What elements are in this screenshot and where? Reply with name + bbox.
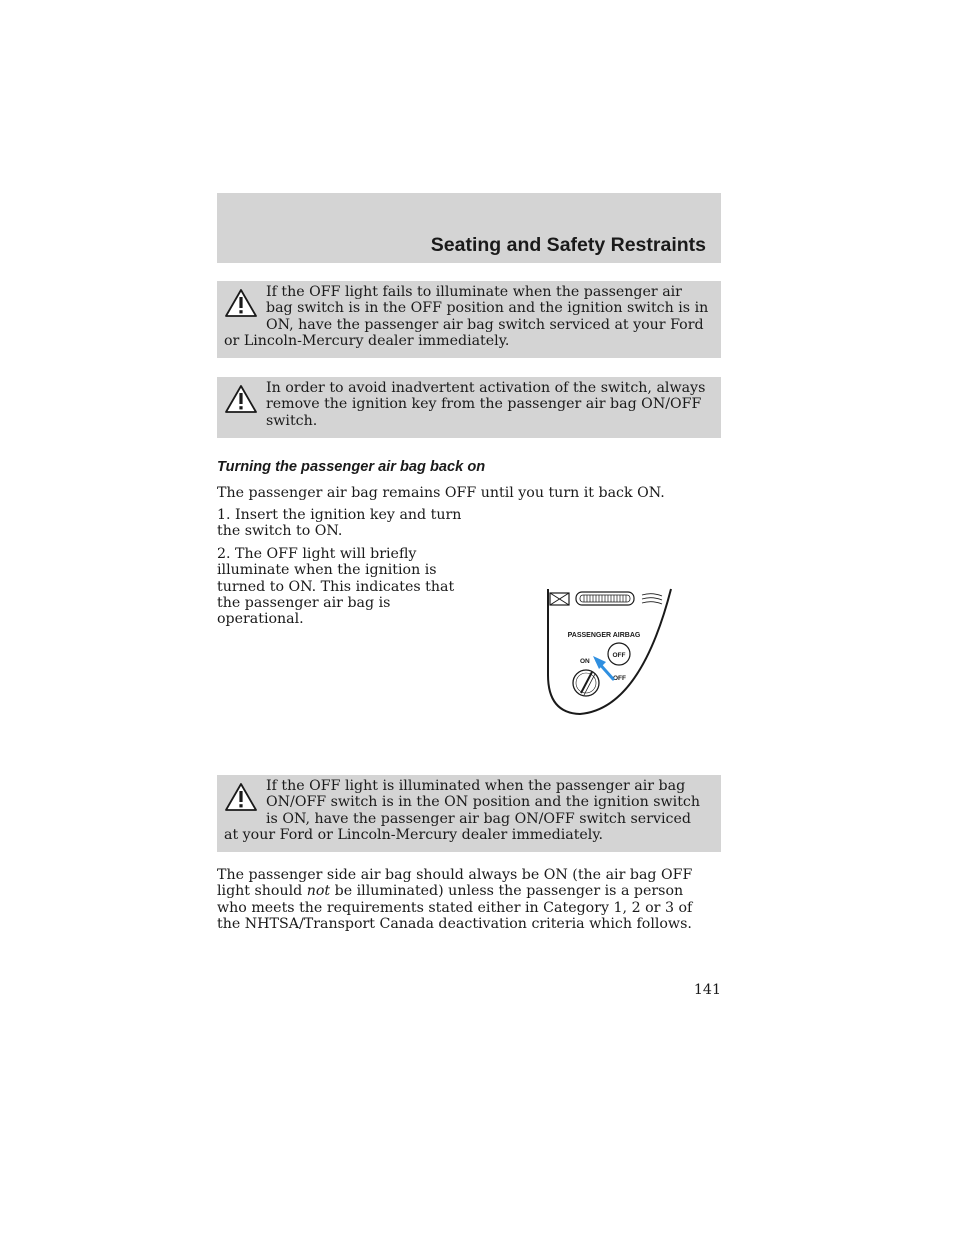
warning-text: In order to avoid inadvertent activation of the switch, always remove the ignition key from the passenger air bag ON/OFF switch. xyxy=(266,380,706,429)
warning-triangle-icon xyxy=(224,782,258,812)
page-number: 141 xyxy=(693,982,721,998)
warning-box-3 xyxy=(217,775,721,852)
closing-emphasis: not xyxy=(306,883,331,900)
step-2: 2. The OFF light will briefly illuminate when the ignition is turned to ON. This indicates that the passenger air bag is operational. xyxy=(217,546,455,628)
on-position-label: ON xyxy=(580,658,590,665)
warning-text: If the OFF light fails to illuminate when the passenger air bag switch is in the OFF position and the ignition switch is in ON, have the passenger air bag switch serviced at your Ford or Lincoln-Mercury dealer immediately. xyxy=(224,284,709,349)
warning-box-1 xyxy=(217,281,721,358)
passenger-airbag-label: PASSENGER AIRBAG xyxy=(567,632,641,639)
subsection-heading: Turning the passenger air bag back on xyxy=(217,459,486,475)
closing-text-part-2: be illuminated) unless the passenger is a person who meets the requirements stated either in Category 1, 2 or 3 of the NHTSA/Transport Canada deactivation criteria which follows. xyxy=(217,883,693,932)
thumbwheel-icon xyxy=(576,592,634,605)
warning-triangle-icon xyxy=(224,384,258,414)
page-title: Seating and Safety Restraints xyxy=(430,234,706,256)
fan-icon xyxy=(642,594,662,604)
off-position-label: OFF xyxy=(613,675,626,682)
step-1: 1. Insert the ignition key and turn the switch to ON. xyxy=(217,507,462,540)
warning-triangle-icon xyxy=(224,288,258,318)
closing-text-part-1: The passenger side air bag should always be ON (the air bag OFF light should xyxy=(217,867,693,900)
envelope-icon xyxy=(550,593,569,605)
warning-text: If the OFF light is illuminated when the passenger air bag ON/OFF switch is in the ON position and the ignition switch is ON, have the passenger air bag ON/OFF switch serviced at your Ford or Lincoln-Mercury dealer immediately. xyxy=(224,778,700,843)
passenger-airbag-switch-illustration xyxy=(540,583,680,720)
key-switch-icon xyxy=(573,670,599,696)
warning-box-2 xyxy=(217,377,721,438)
section-header xyxy=(217,193,721,263)
off-lamp-label: OFF xyxy=(612,652,626,659)
intro-paragraph: The passenger air bag remains OFF until you turn it back ON. xyxy=(217,485,665,501)
closing-paragraph xyxy=(217,867,717,932)
